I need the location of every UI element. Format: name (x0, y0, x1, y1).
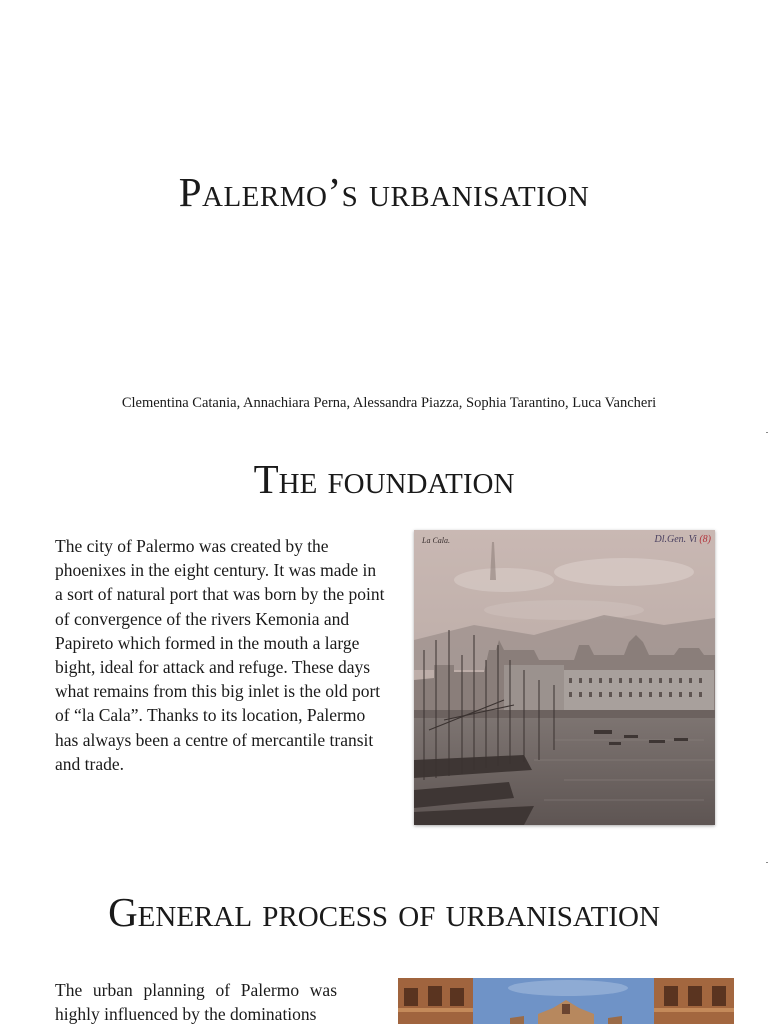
section-heading-urbanisation: General process of urbanisation (108, 889, 660, 935)
piazza-photo-image (398, 978, 734, 1024)
author-list: Clementina Catania, Annachiara Perna, Alessandra Piazza, Sophia Tarantino, Luca Vancheri (121, 395, 657, 411)
photo-caption-number: (8) (699, 534, 711, 545)
photo-caption-left: La Cala. (422, 536, 451, 545)
old-port-photo-image (414, 530, 715, 825)
photo-caption-signature: Dl.Gen. Vi (654, 534, 697, 545)
document-title: Palermo’s urbanisation (178, 169, 590, 215)
piazza-photo (398, 978, 734, 1024)
photo-caption-right (655, 534, 711, 545)
urbanisation-paragraph: The urban planning of Palermo was highly influenced by the dominations (55, 980, 337, 1025)
section-heading-foundation: The foundation (253, 456, 515, 502)
old-port-photo (414, 530, 715, 825)
foundation-paragraph: The city of Palermo was created by the phoenixes in the eight century. It was made in a sort of natural port that was born by the point of convergence of the rivers Kemonia and Papireto which formed in the mouth a large bight, ideal for attack and refuge. These days what remains from this big inlet is the old port of “la Cala”. Thanks to its location, Palermo has always been a centre of mercantile transit and trade. (55, 536, 385, 774)
